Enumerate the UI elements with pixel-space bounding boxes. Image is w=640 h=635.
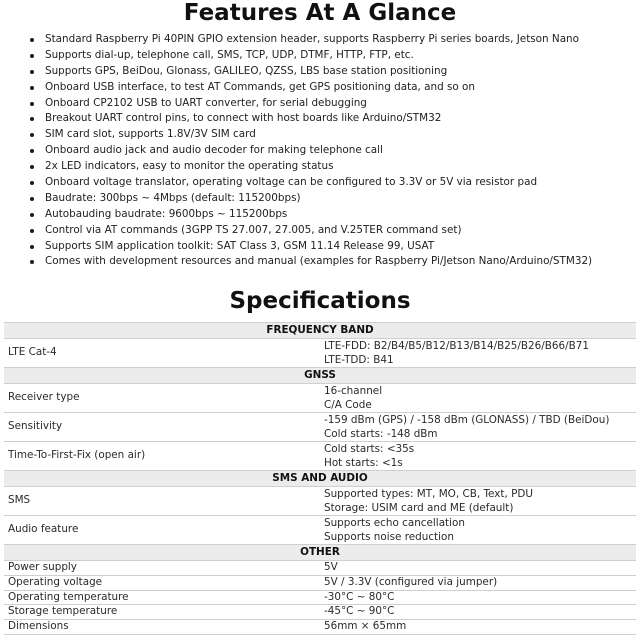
feature-item: Supports SIM application toolkit: SAT Class 3, GSM 11.14 Release 99, USAT: [26, 239, 636, 255]
spec-row-ttff: [4, 442, 636, 471]
spec-value: [320, 384, 636, 413]
spec-value-line: Cold starts: <35s: [324, 443, 415, 455]
spec-param-label: Power supply: [4, 561, 320, 576]
spec-value-line: 16-channel: [324, 385, 383, 397]
section-title: SMS AND AUDIO: [4, 471, 636, 487]
spec-value: [320, 516, 636, 545]
feature-item: Comes with development resources and manual (examples for Raspberry Pi/Jetson Nano/Arduino/STM32): [26, 254, 636, 270]
spec-param-label: Dimensions: [4, 620, 320, 635]
spec-param-label: SMS: [4, 487, 320, 516]
feature-item: Onboard USB interface, to test AT Commands, get GPS positioning data, and so on: [26, 80, 636, 96]
spec-value: [320, 413, 636, 442]
feature-item: SIM card slot, supports 1.8V/3V SIM card: [26, 127, 636, 143]
spec-value-line: Storage: USIM card and ME (default): [324, 502, 514, 514]
feature-item: Onboard CP2102 USB to UART converter, for serial debugging: [26, 96, 636, 112]
spec-value-line: Supports echo cancellation: [324, 517, 465, 529]
section-header-other: [4, 545, 636, 561]
feature-item: Baudrate: 300bps ~ 4Mbps (default: 115200bps): [26, 191, 636, 207]
spec-param-label: Receiver type: [4, 384, 320, 413]
spec-row-dimensions: [4, 620, 636, 635]
spec-value: -45°C ~ 90°C: [320, 605, 636, 620]
feature-item: Autobauding baudrate: 9600bps ~ 115200bps: [26, 207, 636, 223]
spec-param-label: Storage temperature: [4, 605, 320, 620]
spec-row-power-supply: [4, 561, 636, 576]
section-header-frequency-band: [4, 323, 636, 339]
spec-row-receiver-type: [4, 384, 636, 413]
spec-value: 5V: [320, 561, 636, 576]
spec-value-line: C/A Code: [324, 399, 372, 411]
feature-item: Onboard audio jack and audio decoder for making telephone call: [26, 143, 636, 159]
feature-item: 2x LED indicators, easy to monitor the operating status: [26, 159, 636, 175]
spec-row-audio: [4, 516, 636, 545]
feature-item: Control via AT commands (3GPP TS 27.007, 27.005, and V.25TER command set): [26, 223, 636, 239]
spec-param-label: LTE Cat-4: [4, 339, 320, 368]
spec-value-line: LTE-FDD: B2/B4/B5/B12/B13/B14/B25/B26/B66/B71: [324, 340, 589, 352]
spec-value: 56mm × 65mm: [320, 620, 636, 635]
spec-param-label: Operating temperature: [4, 590, 320, 605]
spec-value-line: -159 dBm (GPS) / -158 dBm (GLONASS) / TBD (BeiDou): [324, 414, 610, 426]
feature-item: Onboard voltage translator, operating voltage can be configured to 3.3V or 5V via resistor pad: [26, 175, 636, 191]
spec-row-lte: [4, 339, 636, 368]
feature-item: Standard Raspberry Pi 40PIN GPIO extension header, supports Raspberry Pi series boards, Jetson Nano: [26, 32, 636, 48]
spec-row-operating-temperature: [4, 590, 636, 605]
spec-value: 5V / 3.3V (configured via jumper): [320, 575, 636, 590]
spec-value-line: Hot starts: <1s: [324, 457, 403, 469]
features-list: [26, 32, 636, 270]
spec-value-line: Supports noise reduction: [324, 531, 454, 543]
specifications-title: Specifications: [229, 288, 411, 314]
feature-item: Breakout UART control pins, to connect with host boards like Arduino/STM32: [26, 111, 636, 127]
spec-row-sms: [4, 487, 636, 516]
spec-row-sensitivity: [4, 413, 636, 442]
features-title: Features At A Glance: [183, 0, 457, 26]
section-header-gnss: [4, 368, 636, 384]
spec-value: [320, 442, 636, 471]
spec-value-line: Supported types: MT, MO, CB, Text, PDU: [324, 488, 533, 500]
feature-item: Supports GPS, BeiDou, Glonass, GALILEO, QZSS, LBS base station positioning: [26, 64, 636, 80]
spec-value: -30°C ~ 80°C: [320, 590, 636, 605]
spec-row-storage-temperature: [4, 605, 636, 620]
spec-value: [320, 487, 636, 516]
spec-param-label: Operating voltage: [4, 575, 320, 590]
spec-value-line: Cold starts: -148 dBm: [324, 428, 438, 440]
section-header-sms-audio: [4, 471, 636, 487]
spec-param-label: Time-To-First-Fix (open air): [4, 442, 320, 471]
section-title: FREQUENCY BAND: [4, 323, 636, 339]
section-title: OTHER: [4, 545, 636, 561]
spec-value-line: LTE-TDD: B41: [324, 354, 394, 366]
section-title: GNSS: [4, 368, 636, 384]
spec-param-label: Sensitivity: [4, 413, 320, 442]
specifications-table: [4, 322, 636, 635]
spec-row-operating-voltage: [4, 575, 636, 590]
spec-param-label: Audio feature: [4, 516, 320, 545]
spec-value: [320, 339, 636, 368]
feature-item: Supports dial-up, telephone call, SMS, TCP, UDP, DTMF, HTTP, FTP, etc.: [26, 48, 636, 64]
